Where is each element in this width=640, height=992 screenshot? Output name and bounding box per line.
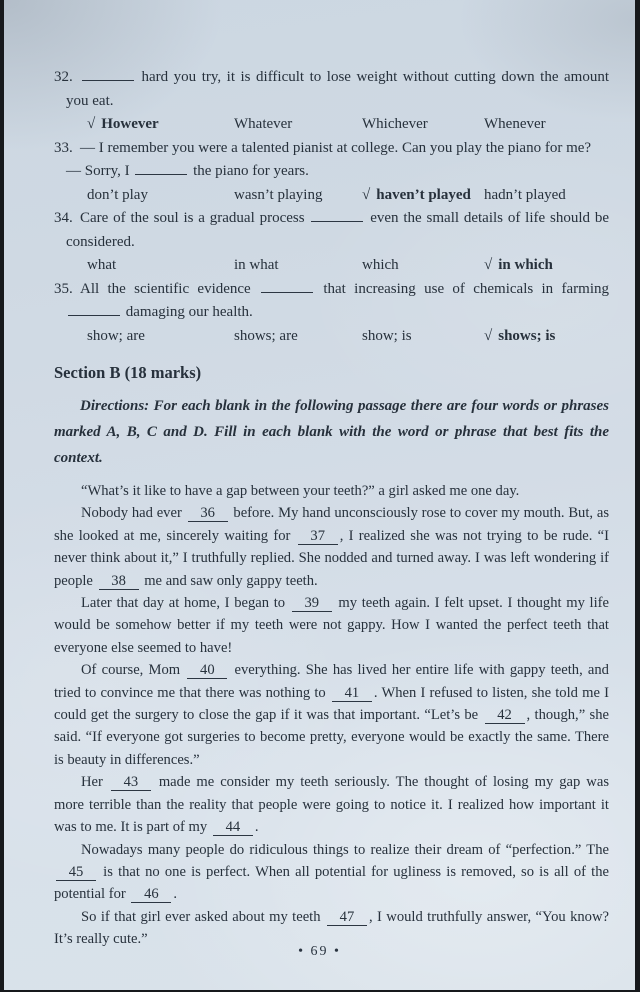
numbered-blank: 43 xyxy=(111,775,151,791)
blank-line xyxy=(135,162,187,175)
question-block xyxy=(54,137,609,208)
answer-option xyxy=(87,184,234,208)
checkmark-icon: √ xyxy=(362,186,371,203)
passage-paragraph: Later that day at home, I began to 39 my teeth again. I felt upset. I thought my life would be somehow better if my teeth were not gappy. How I wanted the perfect teeth that everyone else seemed to have! xyxy=(54,595,609,656)
question-number: 32. xyxy=(54,69,73,85)
numbered-blank: 36 xyxy=(188,506,228,522)
question-text: 35. All the scientific evidence that increasing use of chemicals in farming damaging our health. xyxy=(54,278,609,325)
numbered-blank: 47 xyxy=(327,910,367,926)
section-b-heading: Section B (18 marks) xyxy=(54,363,202,382)
question-number: 33. xyxy=(54,139,73,156)
checkmark-icon: √ xyxy=(484,327,493,344)
numbered-blank: 42 xyxy=(485,708,525,724)
question-block xyxy=(54,207,609,278)
option-label: what xyxy=(87,257,117,273)
question-block xyxy=(54,66,609,137)
option-label: Whatever xyxy=(234,116,293,132)
answer-option xyxy=(484,184,609,208)
option-label: which xyxy=(362,257,399,273)
options-row xyxy=(87,254,609,278)
options-row xyxy=(87,184,609,208)
numbered-blank: 41 xyxy=(332,686,372,702)
cloze-passage xyxy=(54,480,609,951)
answer-option xyxy=(234,325,362,349)
blank-line xyxy=(82,68,134,81)
question-number: 34. xyxy=(54,210,73,226)
answer-option xyxy=(87,254,234,278)
numbered-blank: 39 xyxy=(292,596,332,612)
question-number: 35. xyxy=(54,280,73,297)
answer-option xyxy=(484,325,609,349)
answer-option xyxy=(362,325,484,349)
question-block xyxy=(54,278,609,349)
option-label: show; is xyxy=(362,327,412,344)
question-lines xyxy=(54,278,609,325)
options-row xyxy=(87,325,609,349)
numbered-blank: 44 xyxy=(213,820,253,836)
answer-option xyxy=(484,113,609,137)
answer-option xyxy=(362,184,484,208)
answer-option xyxy=(234,254,362,278)
question-text: 34. Care of the soul is a gradual process even the small details of life should be considered. xyxy=(54,207,609,254)
question-lines xyxy=(54,66,609,113)
blank-line xyxy=(68,303,120,316)
passage-paragraph: Nobody had ever 36 before. My hand unconsciously rose to cover my mouth. But, as she looked at me, sincerely waiting for 37 , I realized she was not trying to be rude. “I never think about it,” I truthfully replied. She nodded and turned away. I was left wondering if people 38 me and saw only gappy teeth. xyxy=(54,505,610,589)
option-label: in what xyxy=(234,257,279,273)
option-label: haven’t played xyxy=(376,186,471,203)
passage-paragraph: So if that girl ever asked about my teeth 47 , I would truthfully answer, “You know? It’s really cute.” xyxy=(54,908,609,948)
question-text: — Sorry, I the piano for years. xyxy=(66,163,309,179)
option-label: show; are xyxy=(87,327,145,344)
numbered-blank: 38 xyxy=(99,574,139,590)
numbered-blank: 37 xyxy=(298,529,338,545)
question-lines xyxy=(54,207,609,254)
answer-option xyxy=(362,254,484,278)
numbered-blank: 40 xyxy=(187,663,227,679)
blank-line xyxy=(261,280,313,293)
exam-page xyxy=(4,0,635,990)
answer-option xyxy=(87,113,234,137)
passage-paragraph: “What’s it like to have a gap between your teeth?” a girl asked me one day. xyxy=(81,483,520,499)
directions-text: Directions: For each blank in the following passage there are four words or phrases marked A, B, C and D. Fill in each blank with the word or phrase that best fits the context. xyxy=(54,398,609,466)
answer-option xyxy=(234,184,362,208)
question-text: 32. hard you try, it is difficult to lose weight without cutting down the amount you eat. xyxy=(54,66,609,113)
answer-option xyxy=(234,113,362,137)
passage-paragraph: Nowadays many people do ridiculous things to realize their dream of “perfection.” The 45 is that no one is perfect. When all potential for ugliness is removed, so is all of the potential for 46 . xyxy=(54,841,609,903)
answer-option xyxy=(87,325,234,349)
option-label: wasn’t playing xyxy=(234,186,323,203)
question-lines xyxy=(54,137,609,184)
page-number: • 69 • xyxy=(298,944,341,959)
option-label: shows; is xyxy=(498,327,556,344)
option-label: Whichever xyxy=(362,116,428,132)
option-label: Whenever xyxy=(484,116,546,132)
options-row xyxy=(87,113,609,137)
blank-line xyxy=(311,209,363,222)
passage-paragraph: Her 43 made me consider my teeth seriously. The thought of losing my gap was more terrible than the reality that people were going to notice it. I realized how important it was to me. It is part of my 44 . xyxy=(54,774,609,836)
option-label: don’t play xyxy=(87,186,148,203)
grammar-questions-section xyxy=(54,66,609,348)
answer-option xyxy=(484,254,609,278)
checkmark-icon: √ xyxy=(87,116,96,132)
question-text: 33. — I remember you were a talented pianist at college. Can you play the piano for me? xyxy=(54,137,609,161)
option-label: shows; are xyxy=(234,327,298,344)
numbered-blank: 46 xyxy=(131,887,171,903)
option-label: in which xyxy=(498,257,553,273)
numbered-blank: 45 xyxy=(56,865,96,881)
passage-paragraph: Of course, Mom 40 everything. She has lived her entire life with gappy teeth, and tried to convince me that there was nothing to 41 . When I refused to listen, she told me I could get the surgery to close the gap if it was that important. “Let’s be 42 , though,” she said. “If everyone got surgeries to become pretty, everyone would be exactly the same. There is beauty in differences.” xyxy=(54,662,609,768)
option-label: hadn’t played xyxy=(484,186,566,203)
answer-option xyxy=(362,113,484,137)
checkmark-icon: √ xyxy=(484,257,493,273)
option-label: However xyxy=(101,116,159,132)
